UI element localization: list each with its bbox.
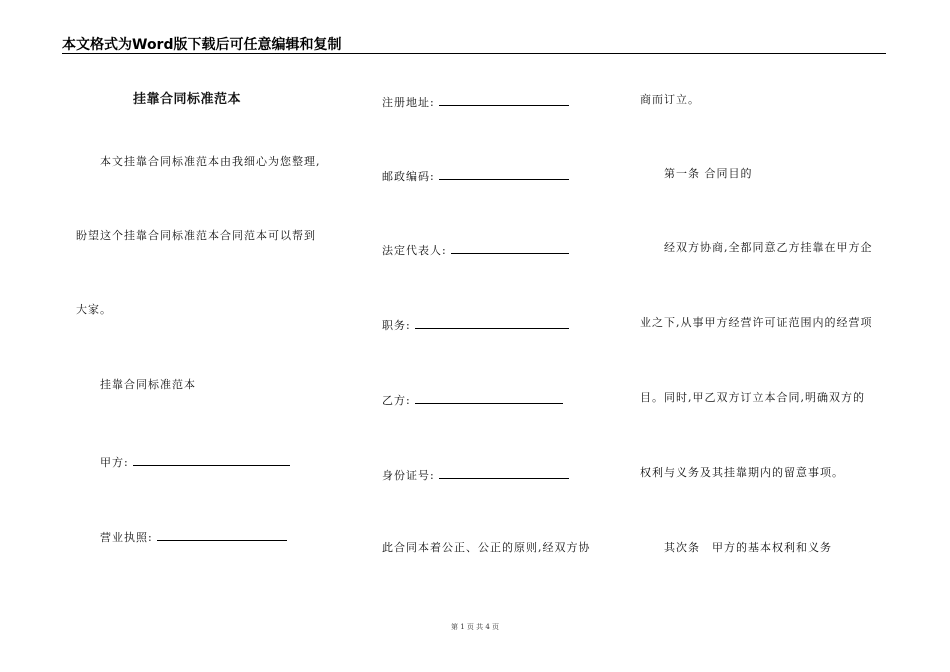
id-number-row <box>382 466 569 483</box>
intro-line-3: 大家。 <box>76 303 112 316</box>
postcode-row <box>382 167 569 184</box>
col3-line-6: 权利与义务及其挂靠期内的留意事项。 <box>640 466 844 479</box>
intro-line-1: 本文挂靠合同标准范本由我细心为您整理, <box>100 155 321 168</box>
legal-rep-blank <box>451 241 569 254</box>
intro-line-2: 盼望这个挂靠合同标准范本合同范本可以帮到 <box>76 229 316 242</box>
col3-line-4: 业之下,从事甲方经营许可证范围内的经营项 <box>640 316 873 329</box>
subtitle: 挂靠合同标准范本 <box>100 378 196 391</box>
address-row <box>382 93 569 110</box>
header-divider <box>62 53 886 54</box>
id-number-blank <box>439 466 569 479</box>
address-label: 注册地址: <box>382 96 435 109</box>
article-1-heading: 第一条 合同目的 <box>664 167 753 180</box>
address-blank <box>439 93 569 106</box>
party-a-label: 甲方: <box>100 456 129 469</box>
party-a-row <box>100 453 290 470</box>
col3-line-1: 商而订立。 <box>640 93 700 106</box>
postcode-label: 邮政编码: <box>382 170 435 183</box>
col3-line-5: 目。同时,甲乙双方订立本合同,明确双方的 <box>640 391 865 404</box>
party-a-blank <box>133 453 290 466</box>
legal-rep-row <box>382 241 569 258</box>
postcode-blank <box>439 167 569 180</box>
col3-line-3: 经双方协商,全都同意乙方挂靠在甲方企 <box>664 241 873 254</box>
license-blank <box>157 528 287 541</box>
document-title: 挂靠合同标准范本 <box>133 92 242 107</box>
party-b-blank <box>415 391 563 404</box>
page-footer: 第 1 页 共 4 页 <box>450 623 500 631</box>
id-number-label: 身份证号: <box>382 469 435 482</box>
license-label: 营业执照: <box>100 531 153 544</box>
document-header: 本文格式为Word版下载后可任意编辑和复制 <box>62 37 342 53</box>
legal-rep-label: 法定代表人: <box>382 244 447 257</box>
position-label: 职务: <box>382 319 411 332</box>
principle-line: 此合同本着公正、公正的原则,经双方协 <box>382 541 591 554</box>
party-b-row <box>382 391 563 408</box>
position-blank <box>415 316 569 329</box>
license-row <box>100 528 287 545</box>
position-row <box>382 316 569 333</box>
article-2-heading: 其次条 甲方的基本权利和义务 <box>664 541 832 554</box>
party-b-label: 乙方: <box>382 394 411 407</box>
